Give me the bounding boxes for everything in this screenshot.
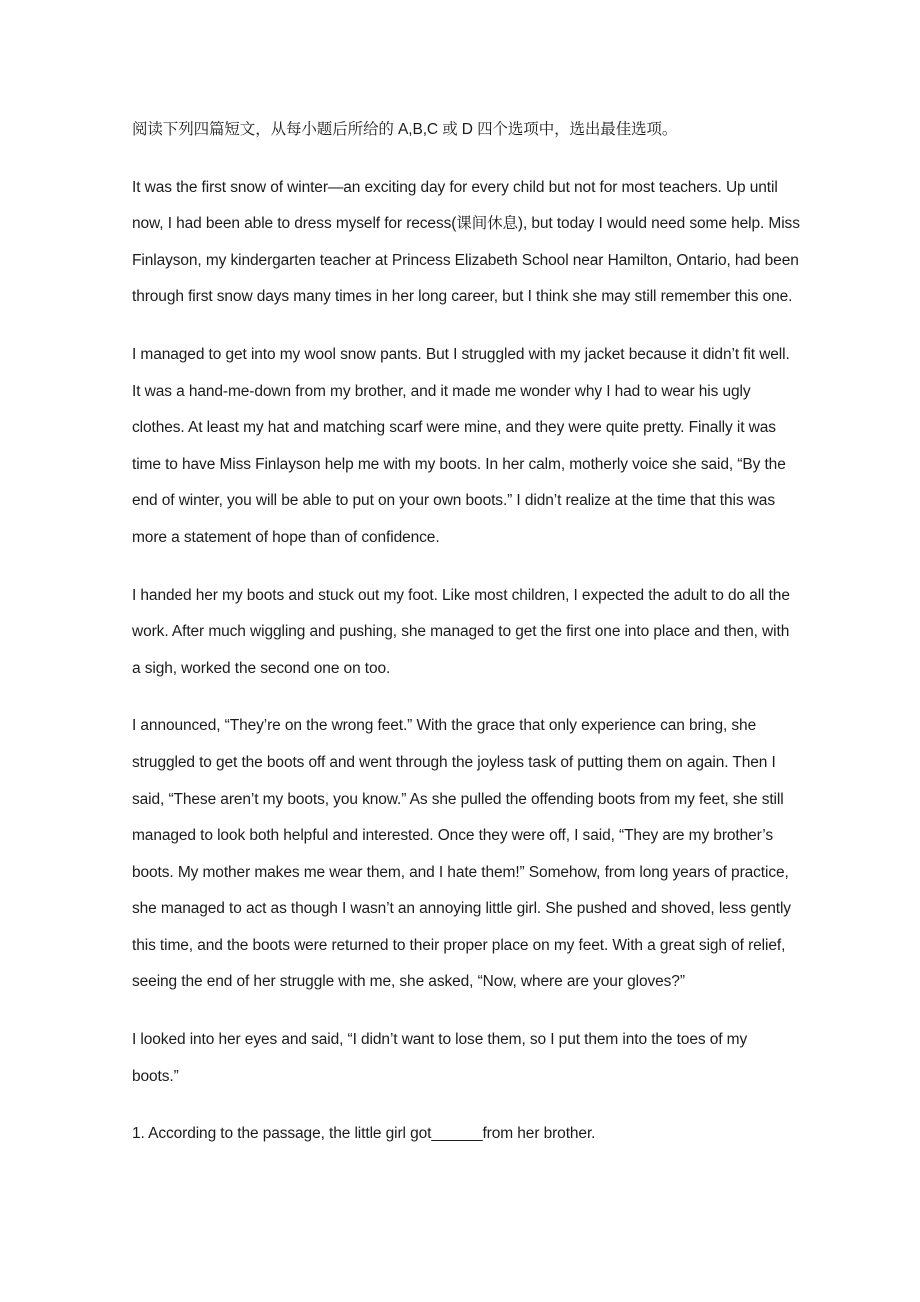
text-line: work. After much wiggling and pushing, she managed to get the first one into place and then, with bbox=[132, 623, 790, 641]
text-line: seeing the end of her struggle with me, she asked, “Now, where are your gloves?” bbox=[132, 973, 685, 991]
passage-paragraph bbox=[132, 708, 804, 1001]
passage-paragraph bbox=[132, 578, 804, 688]
question-text: 1. According to the passage, the little girl got______from her brother. bbox=[132, 1125, 596, 1143]
text-line: Finlayson, my kindergarten teacher at Princess Elizabeth School near Hamilton, Ontario, had been bbox=[132, 251, 799, 269]
text-line: I handed her my boots and stuck out my foot. Like most children, I expected the adult to do all the bbox=[132, 586, 790, 604]
text-line: clothes. At least my hat and matching scarf were mine, and they were quite pretty. Finally it was bbox=[132, 419, 776, 437]
text-line: I looked into her eyes and said, “I didn’t want to lose them, so I put them into the toes of my bbox=[132, 1031, 748, 1049]
text-line: she managed to act as though I wasn’t an annoying little girl. She pushed and shoved, less gently bbox=[132, 900, 791, 918]
text-line: more a statement of hope than of confidence. bbox=[132, 528, 440, 546]
text-line: end of winter, you will be able to put on your own boots.” I didn’t realize at the time that this was bbox=[132, 492, 775, 510]
text-line: through first snow days many times in her long career, but I think she may still remember this one. bbox=[132, 288, 793, 306]
text-line: I announced, “They’re on the wrong feet.” With the grace that only experience can bring, she bbox=[132, 717, 757, 735]
text-line: managed to look both helpful and interested. Once they were off, I said, “They are my brother’s bbox=[132, 827, 774, 845]
text-line: struggled to get the boots off and went through the joyless task of putting them on again. Then I bbox=[132, 753, 776, 771]
text-line: It was the first snow of winter—an exciting day for every child but not for most teachers. Up until bbox=[132, 178, 778, 196]
text-line: now, I had been able to dress myself for recess(课间休息), but today I would need some help. Miss bbox=[132, 215, 800, 233]
text-line: boots.” bbox=[132, 1067, 179, 1085]
text-line: boots. My mother makes me wear them, and I hate them!” Somehow, from long years of practice, bbox=[132, 863, 789, 881]
passage-paragraph bbox=[132, 337, 804, 557]
passage bbox=[132, 170, 804, 1096]
text-line: I managed to get into my wool snow pants. But I struggled with my jacket because it didn’t fit well. bbox=[132, 345, 790, 363]
passage-paragraph bbox=[132, 170, 804, 316]
instruction-text: 阅读下列四篇短文，从每小题后所给的 A,B,C 或 D 四个选项中，选出最佳选项。 bbox=[132, 121, 678, 138]
text-line: It was a hand-me-down from my brother, and it made me wonder why I had to wear his ugly bbox=[132, 382, 751, 400]
text-line: this time, and the boots were returned to their proper place on my feet. With a great sigh of relief, bbox=[132, 936, 786, 954]
passage-paragraph bbox=[132, 1022, 804, 1095]
text-line: said, “These aren’t my boots, you know.” As she pulled the offending boots from my feet, she still bbox=[132, 790, 784, 808]
text-line: a sigh, worked the second one on too. bbox=[132, 659, 391, 677]
text-line: time to have Miss Finlayson help me with my boots. In her calm, motherly voice she said, “By the bbox=[132, 455, 786, 473]
